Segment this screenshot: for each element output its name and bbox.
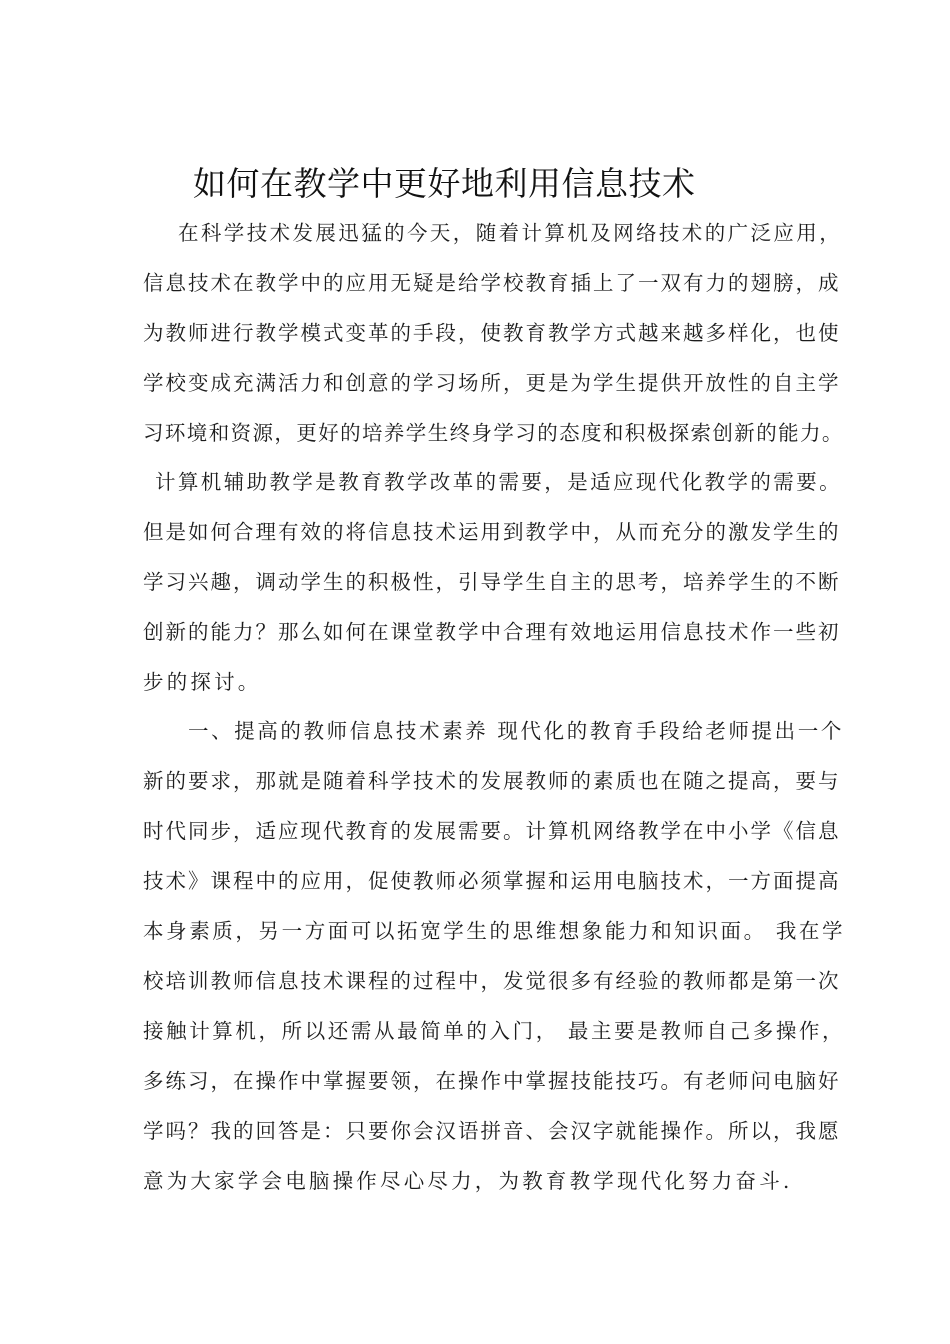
- paragraph-line: 计算机辅助教学是教育教学改革的需要，是适应现代化教学的需要。: [155, 470, 842, 494]
- paragraph-line: 技术》课程中的应用，促使教师必须掌握和运用电脑技术，一方面提高: [143, 869, 841, 893]
- document-title: 如何在教学中更好地利用信息技术: [193, 164, 696, 203]
- paragraph-line: 信息技术在教学中的应用无疑是给学校教育插上了一双有力的翅膀，成: [143, 271, 841, 295]
- paragraph-line: 学校变成充满活力和创意的学习场所，更是为学生提供开放性的自主学: [143, 371, 841, 395]
- paragraph-line: 为教师进行教学模式变革的手段，使教育教学方式越来越多样化，也使: [143, 321, 841, 345]
- paragraph-line: 创新的能力？那么如何在课堂教学中合理有效地运用信息技术作一些初: [143, 620, 841, 644]
- paragraph-line: 在科学技术发展迅猛的今天，随着计算机及网络技术的广泛应用，: [178, 221, 843, 245]
- paragraph-line: 接触计算机，所以还需从最简单的入门， 最主要是教师自己多操作，: [143, 1019, 846, 1043]
- paragraph-line: 时代同步，适应现代教育的发展需要。计算机网络教学在中小学《信息: [143, 819, 841, 843]
- paragraph-line: 多练习，在操作中掌握要领，在操作中掌握技能技巧。有老师问电脑好: [143, 1069, 841, 1093]
- paragraph-line: 本身素质，另一方面可以拓宽学生的思维想象能力和知识面。 我在学: [143, 919, 846, 943]
- paragraph-line: 步的探讨。: [143, 670, 262, 694]
- paragraph-line: 学习兴趣，调动学生的积极性，引导学生自主的思考，培养学生的不断: [143, 570, 841, 594]
- paragraph-line: 习环境和资源，更好的培养学生终身学习的态度和积极探索创新的能力。: [143, 421, 844, 445]
- paragraph-line: 校培训教师信息技术课程的过程中，发觉很多有经验的教师都是第一次: [143, 969, 841, 993]
- paragraph-line: 但是如何合理有效的将信息技术运用到教学中，从而充分的激发学生的: [143, 520, 841, 544]
- paragraph-line: 意为大家学会电脑操作尽心尽力，为教育教学现代化努力奋斗.: [143, 1169, 793, 1193]
- paragraph-line: 学吗？我的回答是：只要你会汉语拼音、会汉字就能操作。所以，我愿: [143, 1119, 841, 1143]
- paragraph-line: 一、提高的教师信息技术素养 现代化的教育手段给老师提出一个: [188, 719, 844, 743]
- paragraph-line: 新的要求，那就是随着科学技术的发展教师的素质也在随之提高，要与: [143, 769, 841, 793]
